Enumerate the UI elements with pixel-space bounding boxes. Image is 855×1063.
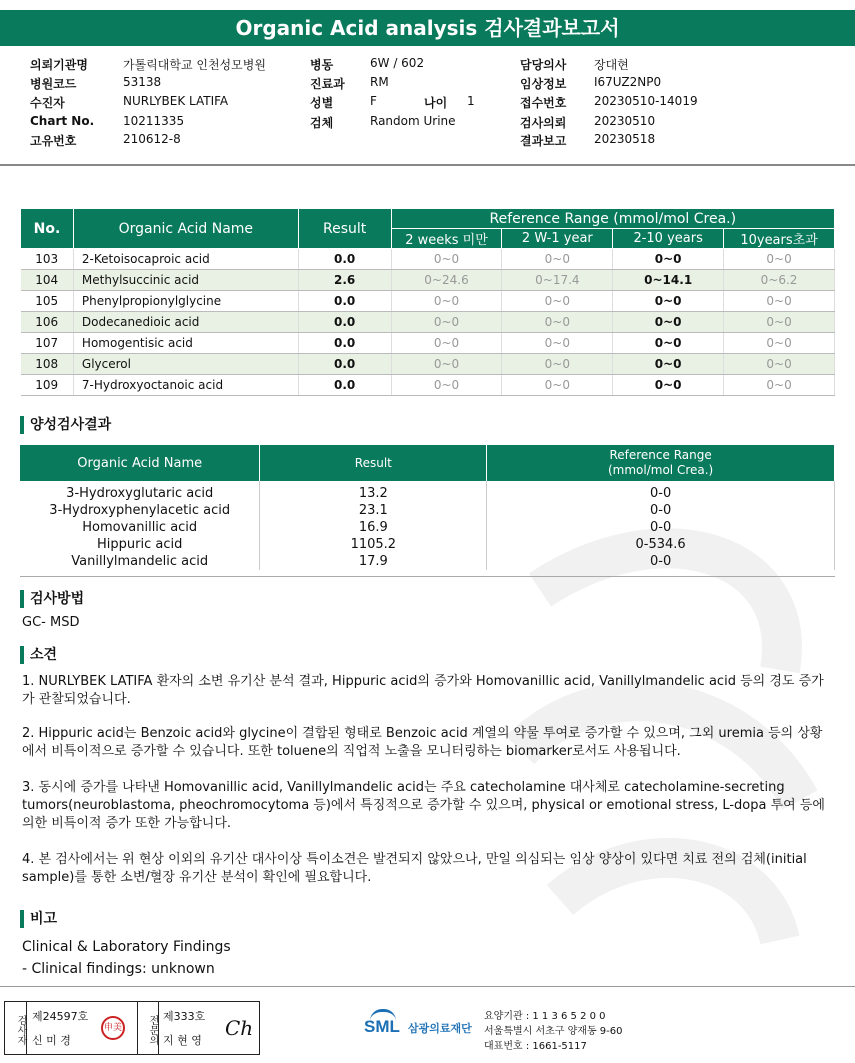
cell-no: 108	[21, 354, 74, 375]
cell-result: 0.0	[298, 354, 391, 375]
col-r2: 2 W-1 year	[502, 229, 613, 249]
table-row	[21, 375, 835, 396]
receipt-label: 접수번호	[520, 96, 567, 110]
col-result: Result	[298, 209, 391, 249]
table-row	[21, 354, 835, 375]
cell-r4: 0~0	[724, 375, 835, 396]
cell-r4: 0~0	[724, 312, 835, 333]
cell-r3: 0~0	[613, 333, 724, 354]
dept-label: 진료과	[310, 77, 345, 91]
unique-value: 210612-8	[123, 132, 181, 146]
cell-name: Homogentisic acid	[73, 333, 298, 354]
request-value: 20230510	[594, 114, 656, 128]
org-name: 삼광의료재단	[408, 1022, 472, 1035]
findings-title: 소견	[20, 646, 57, 664]
cell-name: Hippuric acid	[20, 536, 260, 553]
clinical-value: I67UZ2NP0	[594, 75, 662, 89]
dept-value: RM	[370, 75, 389, 89]
cell-r1: 0~0	[391, 312, 502, 333]
cell-no: 107	[21, 333, 74, 354]
col-r1: 2 weeks 미만	[391, 229, 502, 249]
ward-value: 6W / 602	[370, 56, 425, 70]
cell-r3: 0~0	[613, 249, 724, 270]
logo-text: SML	[364, 1017, 400, 1036]
table-row	[20, 519, 835, 536]
cell-r2: 0~0	[502, 312, 613, 333]
finding-1: 1. NURLYBEK LATIFA 환자의 소변 유기산 분석 결과, Hippuric acid의 증가와 Homovanillic acid, Vanillylmandelic acid 등의 경도 증가가 관찰되었습니다.	[22, 674, 824, 707]
pos-col-ref-line1: Reference Range	[609, 448, 712, 462]
cell-r1: 0~0	[391, 291, 502, 312]
cell-result: 0.0	[298, 375, 391, 396]
table-row	[21, 291, 835, 312]
table-row	[21, 270, 835, 291]
hospital-value: 가톨릭대학교 인천성모병원	[123, 58, 266, 72]
cell-result: 1105.2	[260, 536, 487, 553]
age-value: 1	[467, 94, 475, 108]
cell-ref: 0-0	[487, 481, 835, 502]
doctor-value: 장대현	[594, 58, 629, 72]
unique-label: 고유번호	[30, 134, 77, 148]
sex-value: F	[370, 94, 377, 108]
cell-r4: 0~0	[724, 354, 835, 375]
cell-r2: 0~0	[502, 249, 613, 270]
cell-r4: 0~0	[724, 249, 835, 270]
cell-r1: 0~0	[391, 375, 502, 396]
table-row	[20, 536, 835, 553]
tester-label: 검사자	[5, 1002, 27, 1054]
cell-r1: 0~0	[391, 333, 502, 354]
seal-stamp: 申美	[101, 1016, 125, 1040]
table-row	[20, 553, 835, 570]
chart-value: 10211335	[123, 114, 185, 128]
cell-name: Dodecanedioic acid	[73, 312, 298, 333]
sex-label: 성별	[310, 96, 334, 110]
cell-result: 0.0	[298, 312, 391, 333]
cell-no: 104	[21, 270, 74, 291]
signature-box	[4, 1001, 260, 1055]
cell-ref: 0-0	[487, 519, 835, 536]
remarks-title: 비고	[20, 910, 57, 928]
footer-line-2: 서울특별시 서초구 양재동 9-60	[484, 1026, 623, 1037]
report-label: 결과보고	[520, 134, 567, 148]
clinical-label: 임상정보	[520, 77, 567, 91]
pos-col-ref-line2: (mmol/mol Crea.)	[607, 463, 714, 477]
specialist-label: 전문의	[137, 1002, 159, 1054]
finding-2: 2. Hippuric acid는 Benzoic acid와 glycine이 결합된 형태로 Benzoic acid 계열의 약물 투여로 증가할 수 있으며, 그외 uremia 등의 상황에서 비특이적으로 증가할 수 있습니다. 또한 toluene의 직업적 노출을 모니터링하는 biomarker로서도 사용됩니다.	[22, 726, 823, 759]
col-ref-range: Reference Range (mmol/mol Crea.)	[391, 209, 834, 229]
cell-no: 105	[21, 291, 74, 312]
table-row	[21, 312, 835, 333]
pos-col-result: Result	[260, 445, 487, 481]
cell-no: 103	[21, 249, 74, 270]
cell-no: 106	[21, 312, 74, 333]
col-r4: 10years초과	[724, 229, 835, 249]
sml-logo	[364, 1009, 404, 1039]
cell-result: 0.0	[298, 249, 391, 270]
code-value: 53138	[123, 75, 162, 89]
cell-r3: 0~14.1	[613, 270, 724, 291]
report-value: 20230518	[594, 132, 656, 146]
pos-col-ref	[487, 445, 835, 481]
tester-name: 신 미 경	[32, 1034, 71, 1047]
report-title: Organic Acid analysis 검사결과보고서	[0, 10, 855, 46]
cell-r1: 0~24.6	[391, 270, 502, 291]
remarks-line-2: - Clinical findings: unknown	[22, 961, 215, 977]
method-title: 검사방법	[20, 590, 84, 608]
age-label: 나이	[424, 96, 448, 110]
cell-no: 109	[21, 375, 74, 396]
cell-r1: 0~0	[391, 249, 502, 270]
cell-result: 0.0	[298, 291, 391, 312]
cell-r2: 0~0	[502, 375, 613, 396]
examinee-value: NURLYBEK LATIFA	[123, 94, 229, 108]
doctor-label: 담당의사	[520, 58, 567, 72]
cell-r4: 0~6.2	[724, 270, 835, 291]
specimen-value: Random Urine	[370, 114, 456, 128]
cell-r2: 0~0	[502, 354, 613, 375]
cell-ref: 0-0	[487, 502, 835, 519]
col-no: No.	[21, 209, 74, 249]
code-label: 병원코드	[30, 77, 77, 91]
table-row	[20, 502, 835, 519]
table-row	[21, 333, 835, 354]
cell-ref: 0-0	[487, 553, 835, 570]
cell-result: 23.1	[260, 502, 487, 519]
cell-name: 2-Ketoisocaproic acid	[73, 249, 298, 270]
cell-r1: 0~0	[391, 354, 502, 375]
table-row	[21, 249, 835, 270]
divider	[0, 164, 855, 166]
cell-name: 7-Hydroxyoctanoic acid	[73, 375, 298, 396]
footer	[0, 997, 855, 1057]
finding-3: 3. 동시에 증가를 나타낸 Homovanillic acid, Vanillylmandelic acid는 주요 catecholamine 대사체로 catecholamine-secreting tumors(neuroblastoma, pheochromocytoma 등)에서 특징적으로 증가할 수 있으며, physical or emotional stress, L-dopa 투여 등에 의한 비특이적 증가 또한 가능합니다.	[22, 780, 825, 831]
cell-r2: 0~17.4	[502, 270, 613, 291]
cell-r3: 0~0	[613, 375, 724, 396]
cell-result: 16.9	[260, 519, 487, 536]
cell-r2: 0~0	[502, 291, 613, 312]
cell-name: Methylsuccinic acid	[73, 270, 298, 291]
cell-name: 3-Hydroxyphenylacetic acid	[20, 502, 260, 519]
tester-no: 제24597호	[32, 1010, 89, 1023]
footer-line-1: 요양기관 : 1 1 3 6 5 2 0 0	[484, 1011, 606, 1022]
method-text: GC- MSD	[22, 615, 80, 630]
cell-r3: 0~0	[613, 291, 724, 312]
positive-results-table	[20, 445, 835, 570]
ward-label: 병동	[310, 58, 334, 72]
hospital-label: 의뢰기관명	[30, 58, 88, 72]
positive-table-bottom	[20, 576, 835, 577]
cell-r3: 0~0	[613, 354, 724, 375]
cell-r3: 0~0	[613, 312, 724, 333]
col-name: Organic Acid Name	[73, 209, 298, 249]
cell-name: Homovanillic acid	[20, 519, 260, 536]
cell-r2: 0~0	[502, 333, 613, 354]
receipt-value: 20230510-14019	[594, 94, 698, 108]
cell-result: 17.9	[260, 553, 487, 570]
finding-4: 4. 본 검사에서는 위 현상 이외의 유기산 대사이상 특이소견은 발견되지 않았으나, 만일 의심되는 임상 양상이 있다면 치료 전의 검체(initial sample)를 통한 소변/혈장 유기산 분석이 확인에 필요합니다.	[22, 852, 807, 885]
cell-ref: 0-534.6	[487, 536, 835, 553]
examinee-label: 수진자	[30, 96, 65, 110]
cell-name: Phenylpropionylglycine	[73, 291, 298, 312]
signature: Ch	[225, 1016, 254, 1040]
footer-line-3: 대표번호 : 1661-5117	[484, 1041, 587, 1052]
reference-range-table	[20, 208, 835, 396]
table-row	[20, 481, 835, 502]
cell-name: Vanillylmandelic acid	[20, 553, 260, 570]
specialist-name: 지 현 영	[163, 1034, 202, 1047]
cell-r4: 0~0	[724, 333, 835, 354]
cell-result: 0.0	[298, 333, 391, 354]
cell-name: Glycerol	[73, 354, 298, 375]
positive-section-title: 양성검사결과	[20, 416, 111, 434]
footer-divider	[0, 986, 855, 987]
specialist-no: 제333호	[163, 1010, 206, 1023]
cell-result: 13.2	[260, 481, 487, 502]
chart-label: Chart No.	[30, 114, 95, 128]
pos-col-name: Organic Acid Name	[20, 445, 260, 481]
cell-result: 2.6	[298, 270, 391, 291]
specimen-label: 검체	[310, 116, 334, 130]
request-label: 검사의뢰	[520, 116, 567, 130]
remarks-line-1: Clinical & Laboratory Findings	[22, 939, 231, 955]
cell-name: 3-Hydroxyglutaric acid	[20, 481, 260, 502]
col-r3: 2-10 years	[613, 229, 724, 249]
cell-r4: 0~0	[724, 291, 835, 312]
